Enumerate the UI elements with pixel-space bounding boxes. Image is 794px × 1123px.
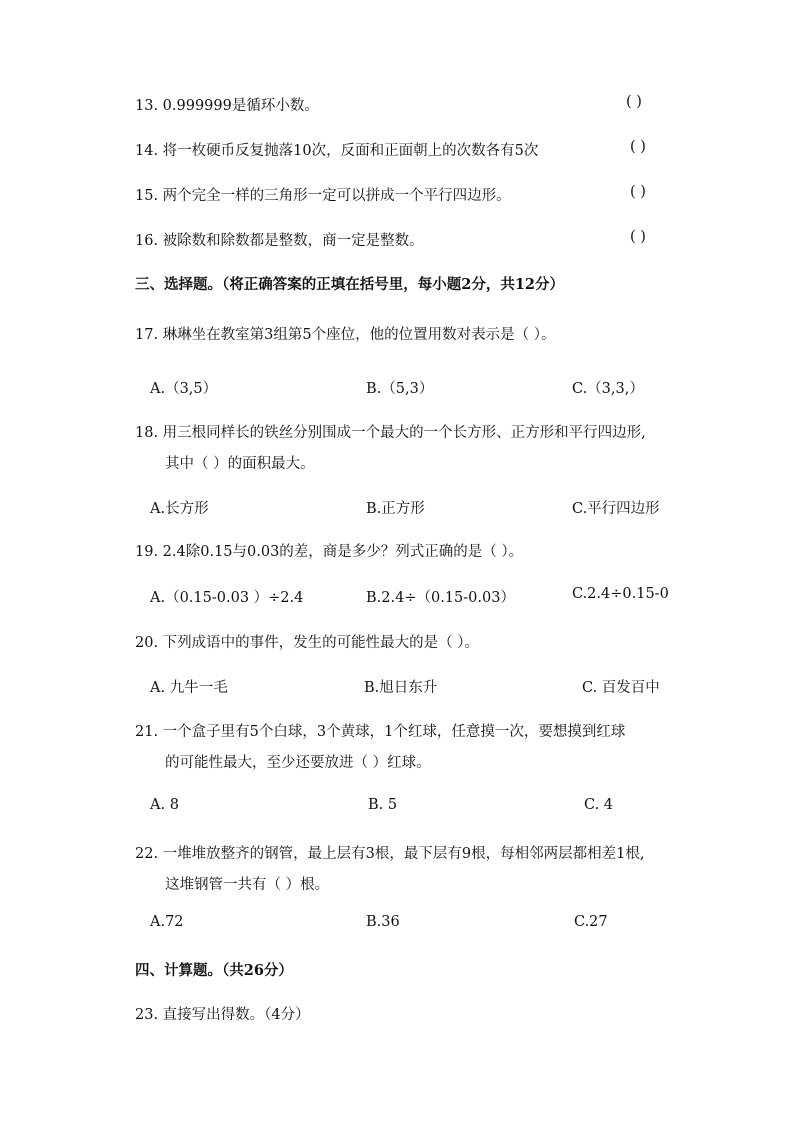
question-text: 16. 被除数和除数都是整数，商一定是整数。: [135, 233, 424, 249]
question-text-line1: 18. 用三根同样长的铁丝分别围成一个最大的一个长方形、正方形和平行四边形,: [135, 425, 646, 441]
option-a[interactable]: A.长方形: [150, 501, 209, 517]
option-b[interactable]: B.2.4÷（0.15-0.03）: [366, 590, 515, 606]
option-c[interactable]: C. 百发百中: [582, 680, 660, 696]
answer-parenthesis[interactable]: ( ): [626, 94, 642, 110]
option-a[interactable]: A. 8: [150, 797, 179, 813]
option-a[interactable]: A.（3,5）: [150, 381, 218, 397]
question-text-line2: 的可能性最大，至少还要放进（ ）红球。: [165, 755, 431, 771]
question-23-text: 23. 直接写出得数。（4分）: [135, 1007, 310, 1023]
section-3-title: 三、选择题。（将正确答案的正填在括号里，每小题2分，共12分）: [135, 276, 565, 293]
option-c[interactable]: C.平行四边形: [572, 501, 660, 517]
option-b[interactable]: B.36: [366, 914, 400, 930]
option-b[interactable]: B.（5,3）: [366, 381, 434, 397]
option-b[interactable]: B. 5: [368, 797, 398, 813]
question-text: 13. 0.999999是循环小数。: [135, 98, 319, 114]
option-b[interactable]: B.旭日东升: [364, 680, 438, 696]
option-b[interactable]: B.正方形: [366, 501, 425, 517]
question-text-line1: 22. 一堆堆放整齐的钢管，最上层有3根，最下层有9根，每相邻两层都相差1根,: [135, 846, 645, 862]
option-c[interactable]: C. 4: [584, 797, 614, 813]
option-a[interactable]: A.72: [150, 914, 184, 930]
question-text: 20. 下列成语中的事件，发生的可能性最大的是（ ）。: [135, 635, 480, 651]
question-text-line1: 21. 一个盒子里有5个白球，3个黄球，1个红球，任意摸一次，要想摸到红球: [135, 724, 626, 740]
answer-parenthesis[interactable]: ( ): [630, 229, 646, 245]
question-text-line2: 其中（ ）的面积最大。: [165, 456, 315, 472]
question-text: 19. 2.4除0.15与0.03的差，商是多少？列式正确的是（ ）。: [135, 544, 524, 560]
option-c[interactable]: C.27: [574, 914, 608, 930]
question-text: 14. 将一枚硬币反复抛落10次，反面和正面朝上的次数各有5次: [135, 143, 539, 159]
question-text: 17. 琳琳坐在教室第3组第5个座位，他的位置用数对表示是（ ）。: [135, 327, 556, 343]
answer-parenthesis[interactable]: ( ): [630, 139, 646, 155]
question-text: 15. 两个完全一样的三角形一定可以拼成一个平行四边形。: [135, 188, 511, 204]
option-c[interactable]: C.（3,3,）: [572, 381, 644, 397]
question-text-line2: 这堆钢管一共有（ ）根。: [165, 877, 330, 893]
section-4-title: 四、计算题。（共26分）: [135, 962, 293, 979]
option-c[interactable]: C.2.4÷0.15-0: [572, 586, 669, 602]
option-a[interactable]: A. 九牛一毛: [150, 680, 228, 696]
answer-parenthesis[interactable]: ( ): [630, 184, 646, 200]
option-a[interactable]: A.（0.15-0.03 ）÷2.4: [150, 590, 304, 606]
